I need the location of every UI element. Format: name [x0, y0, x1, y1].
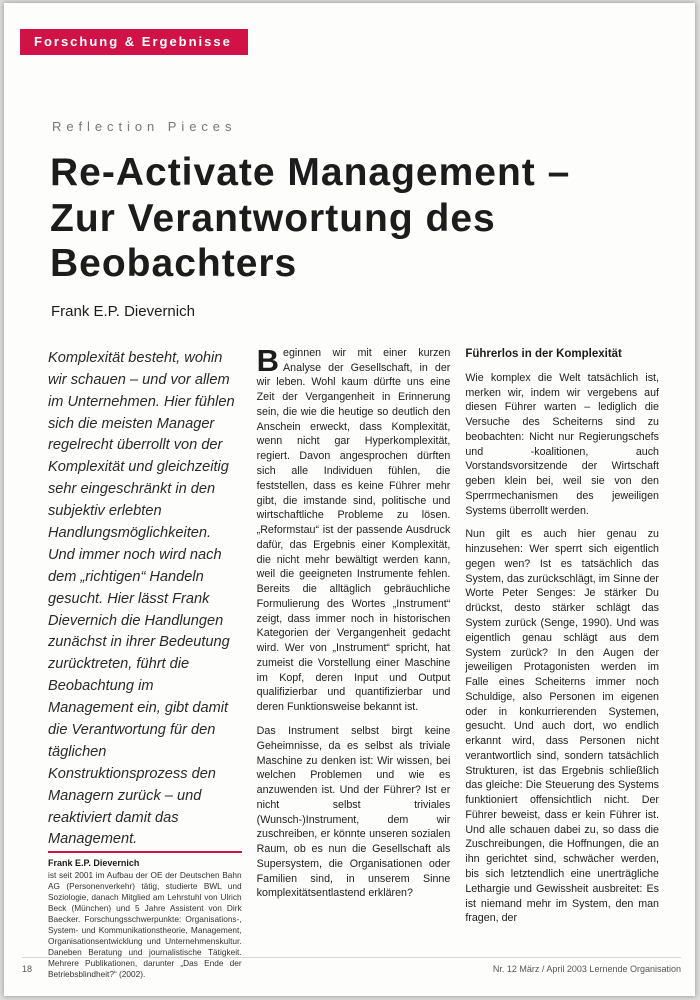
- column-right: [465, 346, 659, 980]
- body-paragraph-1-text: eginnen wir mit einer kurzen Analyse der Gesellschaft, in der wir leben. Wohl kaum dürfte uns eine Zeit der Vergangenheit in Erinnerung sein, die wie die heutige so deutlich den Anschein erweckt, dass Komplexität, wenn nicht gar Hyperkomplexität, regiert. Davon angesprochen dürften sich alle Individuen fühlen, die feststellen, dass es keine Führer mehr gibt, die imstande sind, politische und wirtschaftliche Probleme zu lösen. „Reformstau“ ist der passende Ausdruck dafür, das Ergebnis einer Komplexität, die nicht mehr bewältigt werden kann, weil die geeigneten Instrumente fehlen. Bereits die alltäglich gebräuchliche Formulierung des Wortes „Instrument“ zeigt, dass immer noch in historischen Kategorien der Vergangenheit gedacht wird. Wer von „Instrument“ spricht, hat zumeist die Vorstellung einer Maschine im Kopf, deren Input und Output qualifizierbar und quantifizierbar und deren Funktionsweise bekannt ist.: [256, 346, 451, 714]
- body-paragraph-3: Wie komplex die Welt tatsächlich ist, merken wir, indem wir vergebens auf diesen Führer warten – lediglich die Versuche des Scheiterns sind zu beobachten: Nicht nur Regierungschefs und -koalitionen, auch Vorstandsvorsitzende der Wirtschaft geben klein bei, weil sie von den Sperrmechanismen des jeweiligen Systems überrollt werden.: [465, 371, 659, 517]
- author-byline: Frank E.P. Dievernich: [51, 302, 195, 320]
- magazine-page: [4, 3, 695, 996]
- section-banner-label: Forschung & Ergebnisse: [34, 34, 232, 49]
- dropcap: B: [256, 342, 280, 378]
- page-footer: [22, 957, 681, 974]
- author-bio-text: ist seit 2001 im Aufbau der OE der Deutschen Bahn AG (Personenverkehr) tätig, studierte BWL und Soziologie, danach Mitglied am Lehrstuhl von Ulrich Beck (München) und 5 Jahre Assistent von Dirk Baecker. Forschungsschwerpunkte: Organisations-, System- und Kommunikationstheorie, Management, Organisationsentwicklung und Unternehmenskultur. Daneben Beratung und journalistische Tätigkeit. Mehrere Publikationen, darunter „Das Ende der Betriebsblindheit?“ (2002).: [48, 870, 242, 979]
- title-line-1: Re-Activate Management –: [50, 151, 571, 194]
- title-line-3: Beobachters: [50, 242, 298, 286]
- kicker: Reflection Pieces: [52, 119, 237, 134]
- body-paragraph-2: Das Instrument selbst birgt keine Geheimnisse, da es selbst als triviale Maschine zu denken ist: Wir wissen, bei welchen Problemen und wie es anzuwenden ist. Und der Führer? Ist er nicht selbst triviales (Wunsch-)Instrument, dem wir zuschreiben, er könnte unseren sozialen Raum, ob es nun die Gesellschaft als Supersystem, die Organisationen oder Familien sind, in unserem Sinne komplexitätsentlastend erklären?: [256, 725, 451, 900]
- body-paragraph-1: [256, 342, 451, 715]
- title-line-2: Zur Verantwortung des: [50, 196, 496, 240]
- body-paragraph-4: Nun gilt es auch hier genau zu hinzusehen: Wer sperrt sich eigentlich gegen wen? Ist es tatsächlich das System, das zurückschlägt, im Sinne der Worte Peter Senges: Je stärker Du drückst, desto stärker schlägt das System zurück (Senge, 1990). Und was eigentlich genau schlägt aus dem System zurück? In den Augen der jeweiligen Protagonisten werden im Falle eines Scheiterns immer noch Schuldige, also Personen im eigenen oder in konkurrierenden Systemen, gesucht. Und auch dort, wo endlich erkannt wird, dass Personen nicht verantwortlich sind, sondern tatsächlich Strukturen, ist das Ergebnis schließlich das gleiche: Die Steuerung des Systems funktioniert offensichtlich nicht. Der Führer beweist, dass er kein Führer ist. Und alle schauen dabei zu, so dass die Zuschreibungen, die Hoffnungen, die an ihn gerichtet sind, schwächer werden, bis sich letztendlich eine unerträgliche Lethargie und Gewissheit ausbreitet: Es ist niemand mehr im System, den man fragen, der: [465, 528, 659, 925]
- column-middle: [256, 342, 451, 980]
- article-title: [50, 150, 659, 287]
- subheading: Führerlos in der Komplexität: [465, 347, 622, 360]
- page-number: 18: [22, 964, 33, 974]
- intro-abstract: Komplexität besteht, wohin wir schauen – und vor allem im Unternehmen. Hier fühlen sich die meisten Manager regelrecht überrollt von der Komplexität und gleichzeitig sehr eingeschränkt in den subjektiv erlebten Handlungsmöglichkeiten. Und immer noch wird nach dem „richtigen“ Handeln gesucht. Hier lässt Frank Dievernich die Handlungen zunächst in ihrer Bedeutung zurücktreten, führt die Beobachtung im Management ein, gibt damit die Verantwortung für den täglichen Konstruktionsprozess den Managern zurück – und reaktiviert damit das Management.: [48, 349, 235, 848]
- issue-info: Nr. 12 März / April 2003 Lernende Organisation: [492, 964, 681, 974]
- author-bio-name: Frank E.P. Dievernich: [48, 858, 140, 869]
- section-banner: [20, 29, 248, 55]
- column-intro: [48, 346, 242, 980]
